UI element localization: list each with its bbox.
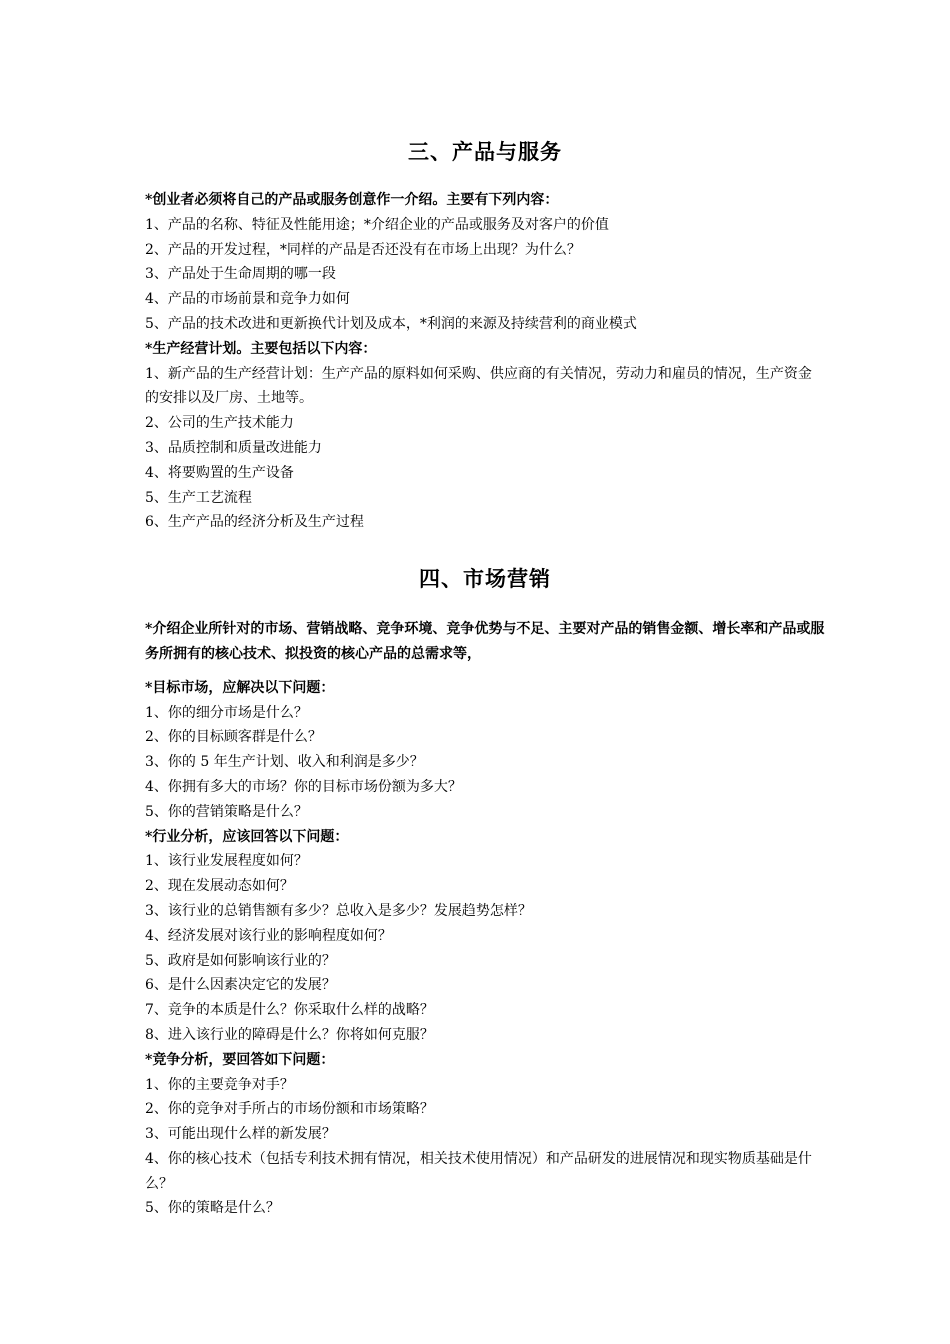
list-item: 2、你的竞争对手所占的市场份额和市场策略？ (145, 1101, 434, 1118)
list-item: 5、产品的技术改进和更新换代计划及成本，*利润的来源及持续营利的商业模式 (145, 315, 637, 332)
list-item: 3、该行业的总销售额有多少？总收入是多少？发展趋势怎样？ (145, 902, 532, 919)
spacer (145, 667, 825, 676)
list-item: 4、经济发展对该行业的影响程度如何？ (145, 927, 392, 944)
list-item: 5、你的策略是什么？ (145, 1200, 280, 1217)
list-item: 4、你的核心技术（包括专利技术拥有情况，相关技术使用情况）和产品研发的进展情况和现实物质基础是什么？ (145, 1150, 812, 1192)
industry-analysis-heading: *行业分析，应该回答以下问题： (145, 828, 349, 845)
section-title-marketing: 四、市场营销 (419, 566, 551, 592)
list-item: 8、进入该行业的障碍是什么？你将如何克服？ (145, 1026, 434, 1043)
section3-intro: *创业者必须将自己的产品或服务创意作一介绍。主要有下列内容： (145, 192, 559, 208)
list-item: 4、产品的市场前景和竞争力如何 (145, 291, 350, 308)
list-item: 1、新产品的生产经营计划：生产产品的原料如何采购、供应商的有关情况，劳动力和雇员的情况，生产资金的安排以及厂房、土地等。 (145, 365, 812, 407)
list-item: 3、可能出现什么样的新发展？ (145, 1126, 336, 1143)
list-item: 6、是什么因素决定它的发展？ (145, 977, 336, 994)
list-item: 1、产品的名称、特征及性能用途；*介绍企业的产品或服务及对客户的价值 (145, 216, 609, 233)
section4-intro: *介绍企业所针对的市场、营销战略、竞争环境、竞争优势与不足、主要对产品的销售金额、增长率和产品或服务所拥有的核心技术、拟投资的核心产品的总需求等， (145, 621, 825, 662)
section-title-products-services: 三、产品与服务 (408, 139, 562, 164)
list-item: 4、你拥有多大的市场？你的目标市场份额为多大？ (145, 778, 462, 795)
list-item: 4、将要购置的生产设备 (145, 464, 294, 481)
list-item: 3、你的 5 年生产计划、收入和利润是多少？ (145, 754, 424, 771)
list-item: 6、生产产品的经济分析及生产过程 (145, 514, 364, 531)
list-item: 3、产品处于生命周期的哪一段 (145, 266, 336, 283)
list-item: 7、竞争的本质是什么？你采取什么样的战略？ (145, 1002, 434, 1019)
list-item: 1、你的主要竞争对手？ (145, 1076, 294, 1093)
list-item: 5、政府是如何影响该行业的？ (145, 952, 336, 969)
competition-analysis-heading: *竞争分析，要回答如下问题： (145, 1051, 335, 1068)
production-plan-heading: *生产经营计划。主要包括以下内容： (145, 340, 377, 357)
list-item: 1、你的细分市场是什么？ (145, 704, 308, 721)
target-market-heading: *目标市场，应解决以下问题： (145, 679, 335, 696)
list-item: 2、你的目标顾客群是什么？ (145, 729, 322, 746)
list-item: 2、公司的生产技术能力 (145, 415, 294, 432)
list-item: 5、你的营销策略是什么？ (145, 803, 308, 820)
list-item: 2、现在发展动态如何？ (145, 878, 294, 895)
list-item: 3、品质控制和质量改进能力 (145, 439, 322, 456)
list-item: 2、产品的开发过程，*同样的产品是否还没有在市场上出现？为什么？ (145, 241, 581, 258)
list-item: 5、生产工艺流程 (145, 489, 252, 506)
document-content (145, 130, 825, 1221)
list-item: 1、该行业发展程度如何？ (145, 853, 308, 870)
